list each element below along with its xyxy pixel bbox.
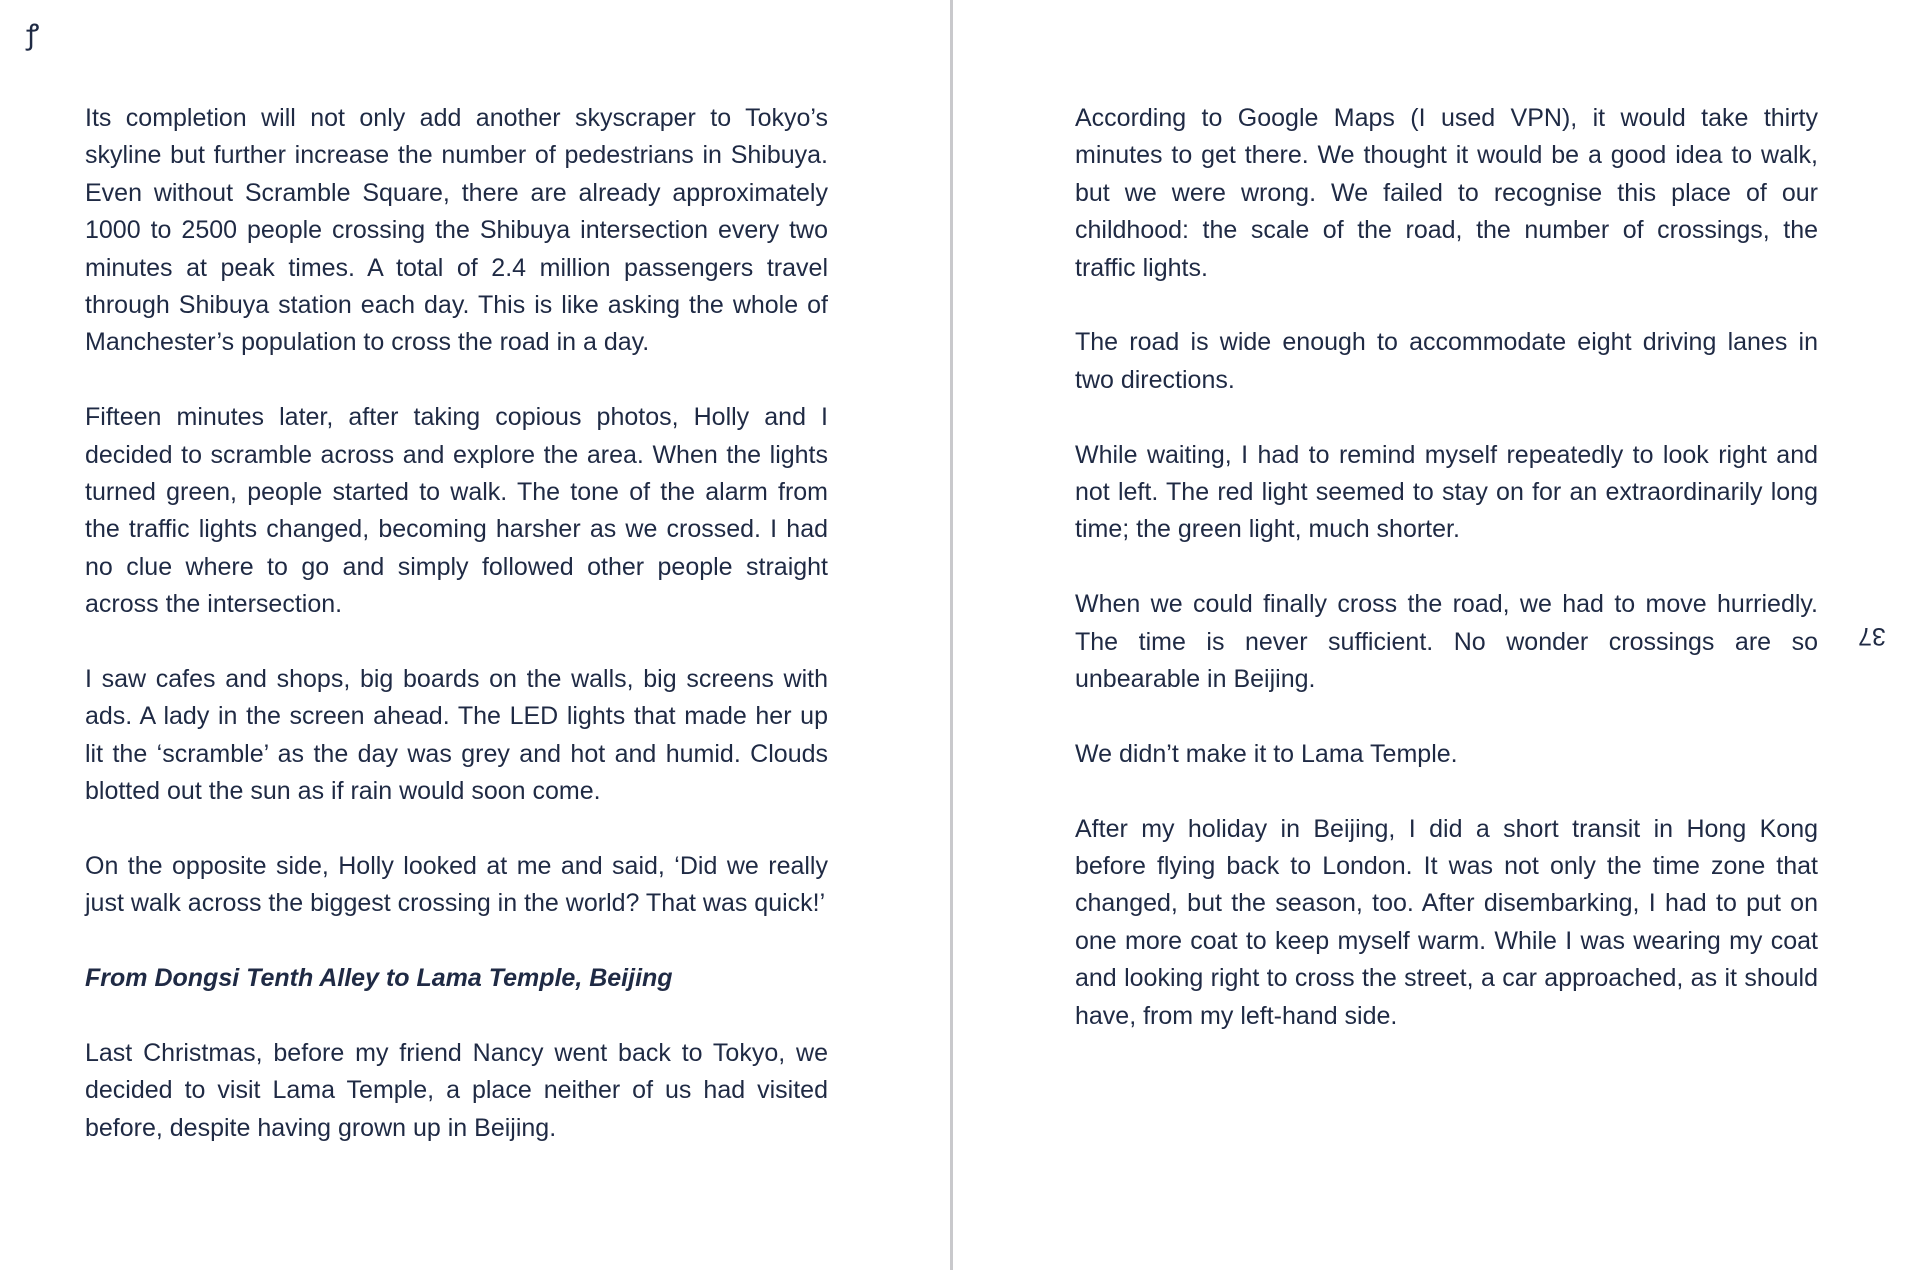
paragraph-left-5: Last Christmas, before my friend Nancy went back to Tokyo, we decided to visit Lama Temple, a place neither of us had visited before, despite having grown up in Beijing. (85, 1039, 828, 1142)
paragraph-right-5: We didn’t make it to Lama Temple. (1075, 739, 1458, 768)
ornament-glyph: ꝭ (26, 18, 40, 51)
paragraph-right-3: While waiting, I had to remind myself repeatedly to look right and not left. The red light seemed to stay on for an extraordinarily long time; the green light, much shorter. (1075, 440, 1818, 544)
paragraph-right-2: The road is wide enough to accommodate eight driving lanes in two directions. (1075, 328, 1818, 394)
paragraph-left-4: On the opposite side, Holly looked at me and said, ‘Did we really just walk across the biggest crossing in the world? That was quick!’ (85, 852, 828, 918)
paragraph-right-4: When we could finally cross the road, we had to move hurriedly. The time is never sufficient. No wonder crossings are so unbearable in Beijing. (1075, 590, 1818, 694)
paragraph-right-1: According to Google Maps (I used VPN), it would take thirty minutes to get there. We thought it would be a good idea to walk, but we were wrong. We failed to recognise this place of our childhood: the scale of the road, the number of crossings, the traffic lights. (1075, 104, 1818, 282)
left-page-text (85, 100, 828, 1147)
paragraph-left-1: Its completion will not only add another skyscraper to Tokyo’s skyline but further increase the number of pedestrians in Shibuya. Even without Scramble Square, there are already approximately 1000 to 2500 people crossing the Shibuya intersection every two minutes at peak times. A total of 2.4 million passengers travel through Shibuya station each day. This is like asking the whole of Manchester’s population to cross the road in a day. (85, 104, 828, 357)
page-gutter-divider (950, 0, 953, 1270)
section-heading: From Dongsi Tenth Alley to Lama Temple, Beijing (85, 964, 673, 993)
paragraph-left-3: I saw cafes and shops, big boards on the walls, big screens with ads. A lady in the screen ahead. The LED lights that made her up lit the ‘scramble’ as the day was grey and hot and humid. Clouds blotted out the sun as if rain would soon come. (85, 665, 828, 806)
page-number: 37 (1858, 622, 1886, 650)
paragraph-left-2: Fifteen minutes later, after taking copious photos, Holly and I decided to scramble across and explore the area. When the lights turned green, people started to walk. The tone of the alarm from the traffic lights changed, becoming harsher as we crossed. I had no clue where to go and simply followed other people straight across the intersection. (85, 403, 828, 619)
paragraph-right-6: After my holiday in Beijing, I did a short transit in Hong Kong before flying back to London. It was not only the time zone that changed, but the season, too. After disembarking, I had to put on one more coat to keep myself warm. While I was wearing my coat and looking right to cross the street, a car approached, as it should have, from my left-hand side. (1075, 814, 1818, 1030)
right-page-text (1075, 100, 1818, 1035)
